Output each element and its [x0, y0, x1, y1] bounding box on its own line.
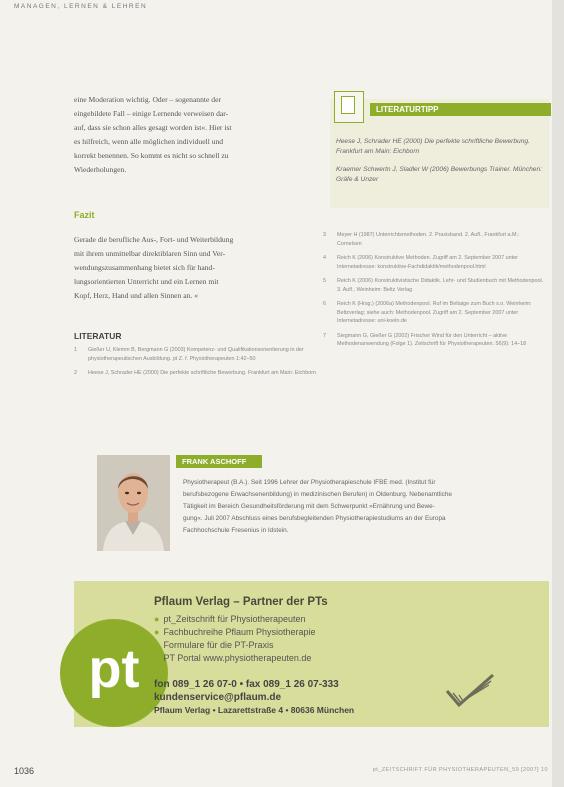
reference-text: Heese J, Schrader HE (2000) Die perfekte schriftliche Bewerbung. Frankfurt am Main: Eichborn	[88, 370, 317, 376]
reference-text: Meyer H (1987) Unterrichtsmethoden. 2. Praxisband. 2. Aufl., Frankfurt a.M.: Cornelsen	[337, 232, 520, 247]
page-number: 1036	[14, 766, 35, 776]
literature-tip-box	[330, 99, 549, 208]
tip-entry: Kraemer Schwertn J, Sladler W (2006) Bewerbungs Trainer. München: Gräfe & Unzer	[336, 166, 542, 183]
bio-line: Physiotherapeut (B.A.). Seit 1996 Lehrer der Physiotherapieschule IFBE med. (Institut für	[183, 479, 436, 486]
page-edge-tab	[552, 0, 564, 787]
ad-contact	[154, 678, 354, 717]
reference-item	[74, 369, 318, 378]
pt-logo: pt	[60, 619, 168, 727]
running-head: MANAGEN, LERNEN & LEHREN	[14, 3, 148, 10]
bio-line: Fachhochschule Fresenius in Idstein.	[183, 527, 289, 534]
reference-number: 7	[323, 332, 326, 339]
ad-title: Pflaum Verlag – Partner der PTs	[154, 596, 328, 608]
literature-heading: LITERATUR	[74, 331, 122, 341]
author-heading: FRANK ASCHOFF	[176, 455, 262, 468]
tip-entries	[336, 137, 542, 193]
reference-number: 2	[74, 370, 77, 376]
reference-item	[323, 254, 545, 271]
reference-number: 4	[323, 255, 326, 261]
book-icon	[334, 91, 364, 123]
ad-email: kundenservice@pflaum.de	[154, 692, 282, 703]
journal-footer: pt_ZEITSCHRIFT FÜR PHYSIOTHERAPEUTEN_59 [2007] 10	[372, 767, 548, 773]
reference-text: Siegmann G, Gießer G (2002) Frischer Wind für den Unterricht – aktive Methodenanwendung (Folge 1). Zeitschrift für Physiotherapeuten. 56(9): 14–18	[337, 332, 527, 347]
author-bio	[183, 477, 539, 537]
tip-heading: LITERATURTIPP	[370, 103, 551, 116]
reference-text: Reich K (2006) Konstruktive Methoden. Zugriff am 2. September 2007 unter Internetadresse: konstruktive-Fachdidaktik/methodenpool.html	[337, 255, 518, 270]
author-photo	[97, 455, 170, 551]
reference-text: Reich K (2006) Konstruktivistische Didaktik. Lehr- und Studienbuch mit Methodenpool. 3. Aufl., Weinheim: Beltz Verlag	[337, 278, 544, 293]
reference-item	[323, 277, 545, 294]
body-line: Wiederholungen.	[74, 165, 127, 174]
fazit-paragraph	[74, 233, 316, 303]
reference-item	[323, 300, 545, 326]
tip-entry: Heese J, Schrader HE (2000) Die perfekte schriftliche Bewerbung. Frankfurt am Main: Eichborn	[336, 138, 530, 155]
reference-number: 1	[74, 347, 77, 353]
ad-item: ● Fachbuchreihe Pflaum Physiotherapie	[154, 626, 316, 639]
body-line: es hilfreich, wenn alle möglichen individuell und	[74, 137, 224, 146]
body-line: Kopf, Herz, Hand und allen Sinnen an. «	[74, 291, 198, 300]
reference-item	[74, 346, 318, 363]
reference-item	[323, 231, 545, 248]
body-line: Gerade die berufliche Aus-, Fort- und Weiterbildung	[74, 235, 234, 244]
body-line: eingebildete Fall – einige Lernende verweisen dar-	[74, 109, 229, 118]
fazit-heading: Fazit	[74, 210, 95, 220]
body-line: korrekt benennen. So kommt es nicht so schnell zu	[74, 151, 229, 160]
reference-item	[323, 332, 545, 349]
ad-address: Pflaum Verlag • Lazarettstraße 4 • 80636 München	[154, 705, 355, 715]
reference-list-left	[74, 346, 318, 384]
bio-line: Tätigkeit im Bereich Gesundheitsförderung mit dem Schwerpunkt »Ernährung und Bewe-	[183, 503, 435, 510]
reference-number: 6	[323, 301, 326, 307]
ad-item: ● PT Portal www.physiotherapeuten.de	[154, 652, 316, 665]
reference-number: 5	[323, 278, 326, 284]
reference-number: 3	[323, 232, 326, 238]
checkmark-icon	[445, 673, 495, 709]
bio-line: berufsbezogene Erwachsenenbildung) in medizinischen Berufen) in Oldenburg. Nebenamtliche	[183, 491, 452, 498]
pflaum-advertisement	[74, 581, 549, 727]
reference-list-right	[323, 231, 545, 355]
body-line: mit ihrem unmittelbar direktiblaren Sinn und Ver-	[74, 249, 226, 258]
reference-text: Gießer U, Klemm B, Bergmann G (2003) Kompetenz- und Qualifikationsorientierung in der physiotherapeutischen Ausbildung. pt Z. f. Physiotherapeuten 1:42–50	[88, 347, 304, 362]
ad-product-list	[154, 613, 316, 665]
intro-paragraph	[74, 93, 320, 177]
ad-phone: fon 089_1 26 07-0 • fax 089_1 26 07-333	[154, 679, 339, 690]
body-line: eine Moderation wichtig. Oder – sogenannte der	[74, 95, 221, 104]
ad-item: ● Formulare für die PT-Praxis	[154, 639, 316, 652]
reference-text: Reich K (Hrsg.) (2006a) Methodenpool. Ruf im Beltaige zum Buch s.o. Weinheim: Beltzverlag; siehe auch: Methodenpool. Zugriff am 2. September 2007 unter Internetadresse: uni-koeln.de	[337, 301, 532, 324]
body-line: auf, dass sie schon alles gesagt worden ist«. Hier ist	[74, 123, 232, 132]
bio-line: gung«. Juli 2007 Abschluss eines berufsbegleitenden Physiotherapiestudiums an der Europa	[183, 515, 446, 522]
body-line: lungsorientierten Unterricht und ein Lernen mit	[74, 277, 219, 286]
body-line: wendungszusammenhang bietet sich für hand-	[74, 263, 215, 272]
ad-item: ● pt_Zeitschrift für Physiotherapeuten	[154, 613, 316, 626]
